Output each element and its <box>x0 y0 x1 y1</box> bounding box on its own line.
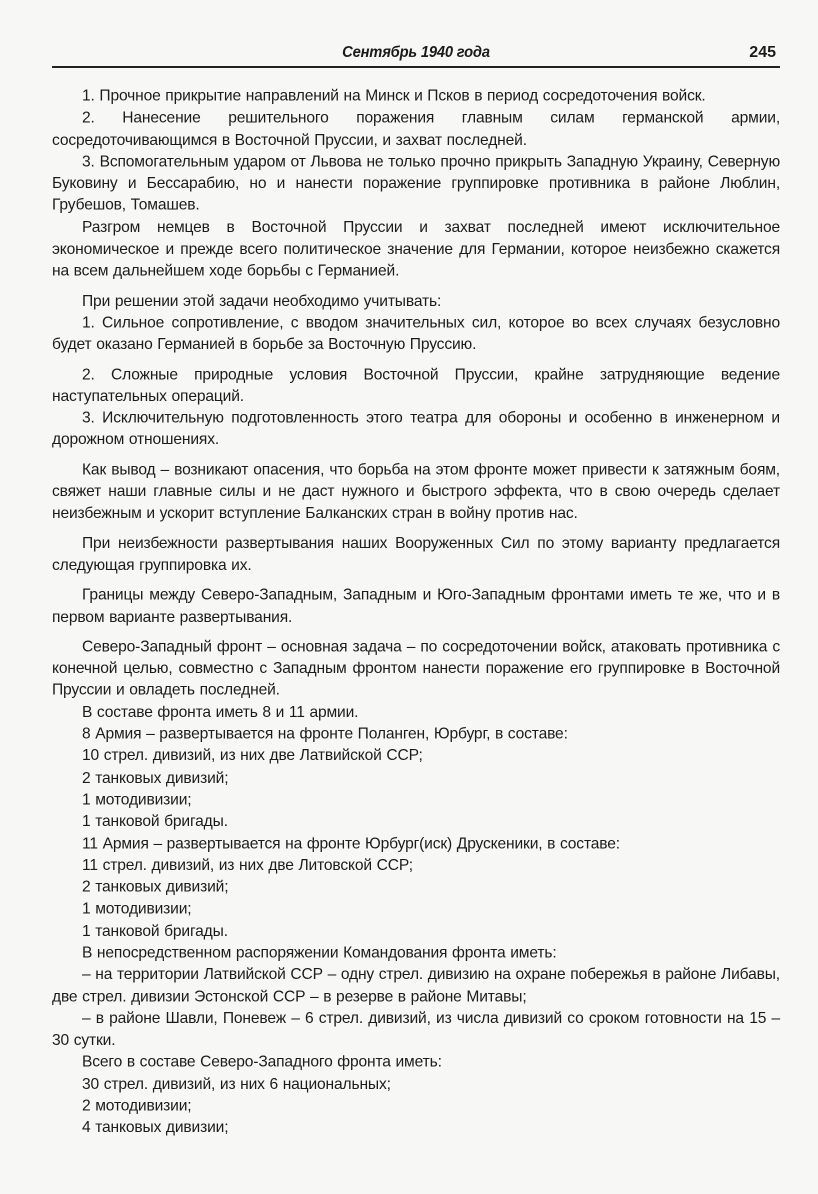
paragraph: 4 танковых дивизии; <box>82 1119 229 1137</box>
paragraph: Северо-Западный фронт – основная задача – по сосредоточении войск, атаковать противника с конечной целью, совместно с Западным фронтом нанести поражение его группировке в Восточной Пруссии и овладеть последней. <box>52 638 780 699</box>
paragraph: 11 стрел. дивизий, из них две Литовской ССР; <box>82 857 413 874</box>
paragraph: Как вывод – возникают опасения, что борьба на этом фронте может привести к затяжным боям, свяжет наши главные силы и не даст нужного и быстрого эффекта, что в свою очередь сделает неизбежным и ускорит вступление Балканских стран в войну против нас. <box>52 461 780 523</box>
paragraph: 8 Армия – развертывается на фронте Поланген, Юрбург, в составе: <box>82 725 568 743</box>
running-title: Сентябрь 1940 года <box>342 44 490 61</box>
paragraph: 3. Вспомогательным ударом от Львова не только прочно прикрыть Западную Украину, Северную Буковину и Бессарабию, но и нанести поражение группировке противника в районе Люблин, Грубешов, Томашев. <box>52 153 780 215</box>
paragraph: 2. Нанесение решительного поражения главным силам германской армии, сосредоточивающимся в Восточной Пруссии, и захват последней. <box>52 109 780 149</box>
paragraph: Границы между Северо-Западным, Западным и Юго-Западным фронтами иметь те же, что и в первом варианте развертывания. <box>52 586 780 626</box>
paragraph: Разгром немцев в Восточной Пруссии и захват последней имеют исключительное экономическое и прежде всего политическое значение для Германии, которое неизбежно скажется на всем дальнейшем ходе борьбы с Германией. <box>52 219 780 280</box>
paragraph: 2 танковых дивизий; <box>82 769 229 787</box>
paragraph: 2 танковых дивизий; <box>82 879 229 896</box>
paragraph: 1 танковой бригады. <box>82 813 228 831</box>
paragraph: 10 стрел. дивизий, из них две Латвийской ССР; <box>82 747 423 765</box>
paragraph: 1 мотодивизии; <box>82 791 192 809</box>
paragraph: При решении этой задачи необходимо учитывать: <box>82 292 442 310</box>
paragraph: 2 мотодивизии; <box>82 1097 192 1115</box>
paragraph: 11 Армия – развертывается на фронте Юрбург(иск) Друскеники, в составе: <box>82 835 620 852</box>
paragraph: В составе фронта иметь 8 и 11 армии. <box>82 703 359 721</box>
paragraph: При неизбежности развертывания наших Вооруженных Сил по этому варианту предлагается следующая группировка их. <box>52 535 780 574</box>
paragraph: 1 мотодивизии; <box>82 900 192 918</box>
paragraph: – в районе Шавли, Поневеж – 6 стрел. дивизий, из числа дивизий со сроком готовности на 15 – 30 сутки. <box>52 1010 780 1049</box>
paragraph: 1. Прочное прикрытие направлений на Минск и Псков в период сосредоточения войск. <box>82 87 706 105</box>
body-text <box>52 86 780 1140</box>
paragraph: 3. Исключительную подготовленность этого театра для обороны и особенно в инженерном и дорожном отношениях. <box>52 410 780 449</box>
page-number: 245 <box>749 44 776 61</box>
paragraph: – на территории Латвийской ССР – одну стрел. дивизию на охране побережья в районе Либавы, две стрел. дивизии Эстонской ССР – в резерве в районе Митавы; <box>52 966 780 1006</box>
paragraph: 1. Сильное сопротивление, с вводом значительных сил, которое во всех случаях безусловно будет оказано Германией в борьбе за Восточную Пруссию. <box>52 314 780 354</box>
paragraph: 30 стрел. дивизий, из них 6 национальных; <box>82 1075 391 1093</box>
paragraph: 2. Сложные природные условия Восточной Пруссии, крайне затрудняющие ведение наступательных операций. <box>52 366 780 405</box>
header-rule <box>52 66 780 68</box>
paragraph: 1 танковой бригады. <box>82 922 228 940</box>
paragraph: В непосредственном распоряжении Командования фронта иметь: <box>82 944 557 962</box>
paragraph: Всего в составе Северо-Западного фронта иметь: <box>82 1054 442 1071</box>
page-header <box>52 44 780 68</box>
